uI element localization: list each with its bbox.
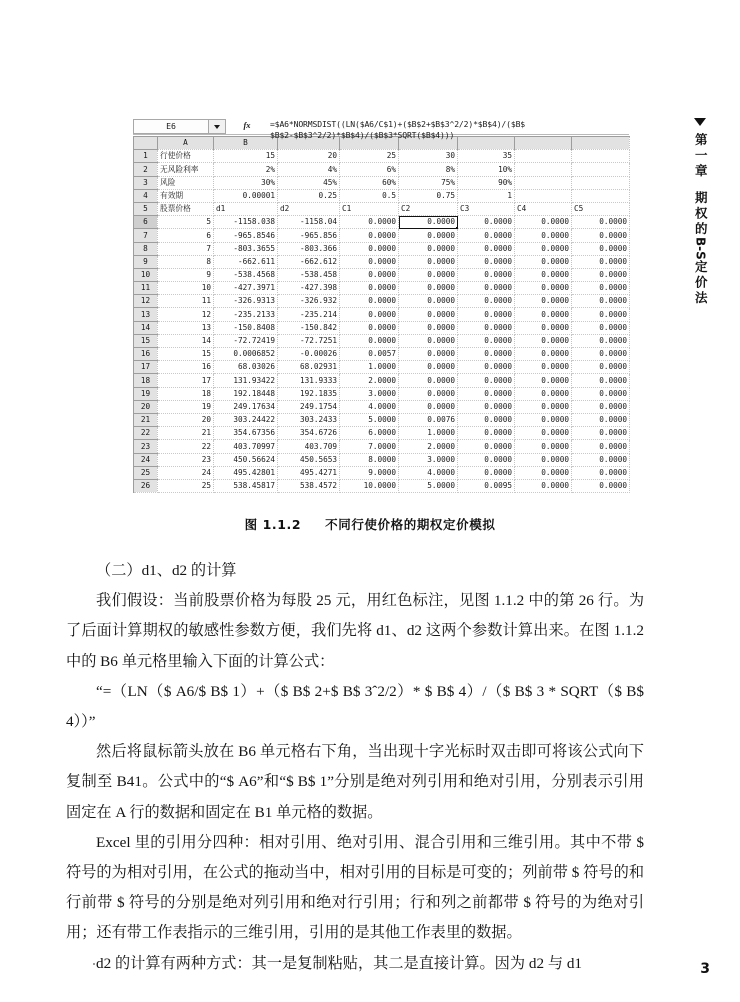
grid-cell[interactable]: 0.0000 bbox=[572, 334, 630, 347]
grid-cell[interactable] bbox=[515, 189, 572, 202]
side-tab-title-latin: B-S bbox=[693, 237, 708, 260]
grid-cell[interactable]: 0.0000 bbox=[399, 321, 458, 334]
grid-cell[interactable]: -662.612 bbox=[278, 255, 340, 268]
worksheet-grid[interactable] bbox=[133, 136, 630, 493]
row-header[interactable]: 11 bbox=[134, 282, 158, 295]
table-row[interactable] bbox=[134, 268, 630, 281]
grid-cell[interactable]: 0.0000 bbox=[340, 255, 399, 268]
grid-cell[interactable]: -72.7251 bbox=[278, 334, 340, 347]
grid-cell[interactable]: 15 bbox=[158, 348, 214, 361]
row-header[interactable]: 26 bbox=[134, 479, 158, 492]
figure-caption bbox=[0, 515, 740, 533]
grid-cell[interactable]: 2.0000 bbox=[399, 440, 458, 453]
row-header[interactable]: 20 bbox=[134, 400, 158, 413]
row-header[interactable]: 9 bbox=[134, 255, 158, 268]
grid-cell[interactable]: 2% bbox=[214, 163, 278, 176]
grid-cell[interactable]: 0.0006852 bbox=[214, 348, 278, 361]
grid-cell[interactable]: 0.0000 bbox=[458, 242, 515, 255]
grid-cell[interactable]: 0.0000 bbox=[515, 427, 572, 440]
grid-cell[interactable]: 5.0000 bbox=[399, 479, 458, 492]
grid-cell[interactable]: C1 bbox=[340, 202, 399, 215]
table-row[interactable] bbox=[134, 229, 630, 242]
grid-cell[interactable]: 0.0000 bbox=[340, 229, 399, 242]
grid-cell[interactable]: 15 bbox=[214, 150, 278, 163]
formula-line-1: =$A6*NORMSDIST((LN($A6/C$1)+($B$2+$B$3^2/2)*$B$4)/($B$ bbox=[270, 119, 526, 129]
grid-cell[interactable]: 0.0000 bbox=[340, 282, 399, 295]
grid-cell[interactable]: 0.0000 bbox=[515, 334, 572, 347]
table-row[interactable] bbox=[134, 242, 630, 255]
grid-cell[interactable]: 0.0000 bbox=[340, 334, 399, 347]
grid-cell[interactable]: 0.0000 bbox=[399, 361, 458, 374]
grid-cell[interactable]: -72.72419 bbox=[214, 334, 278, 347]
grid-cell[interactable]: 0.0000 bbox=[515, 479, 572, 492]
grid-cell[interactable]: 0.0000 bbox=[458, 361, 515, 374]
grid-cell[interactable]: 23 bbox=[158, 453, 214, 466]
grid-cell[interactable]: 30 bbox=[399, 150, 458, 163]
grid-cell[interactable]: 0.0000 bbox=[572, 466, 630, 479]
grid-cell[interactable]: 0.0000 bbox=[515, 348, 572, 361]
grid-cell[interactable]: -326.9313 bbox=[214, 295, 278, 308]
grid-cell[interactable]: 25 bbox=[158, 479, 214, 492]
grid-cell[interactable]: -803.366 bbox=[278, 242, 340, 255]
row-header[interactable]: 25 bbox=[134, 466, 158, 479]
grid-cell[interactable]: 6 bbox=[158, 229, 214, 242]
grid-cell[interactable]: 14 bbox=[158, 334, 214, 347]
grid-cell[interactable]: C2 bbox=[399, 202, 458, 215]
grid-cell[interactable]: 7.0000 bbox=[340, 440, 399, 453]
grid-cell[interactable]: 0.0000 bbox=[458, 216, 515, 229]
grid-cell[interactable]: 4.0000 bbox=[340, 400, 399, 413]
table-row[interactable] bbox=[134, 348, 630, 361]
grid-cell[interactable]: 0.0000 bbox=[515, 466, 572, 479]
grid-cell[interactable]: 0.0000 bbox=[515, 374, 572, 387]
paragraph-1: 我们假设：当前股票价格为每股 25 元，用红色标注，见图 1.1.2 中的第 26 行。为了后面计算期权的敏感性参数方便，我们先将 d1、d2 这两个参数计算出来。在图 1.1.2 中的 B6 单元格里输入下面的计算公式： bbox=[66, 592, 644, 670]
figure-caption-label: 图 1.1.2 bbox=[244, 517, 302, 532]
grid-cell[interactable]: 0.0000 bbox=[572, 268, 630, 281]
grid-cell[interactable]: 21 bbox=[158, 427, 214, 440]
row-header[interactable]: 1 bbox=[134, 150, 158, 163]
grid-cell[interactable]: 0.0000 bbox=[572, 242, 630, 255]
grid-cell[interactable]: 0.0000 bbox=[399, 308, 458, 321]
grid-cell[interactable]: 有效期 bbox=[158, 189, 214, 202]
grid-cell[interactable]: 0.0000 bbox=[515, 282, 572, 295]
grid-cell[interactable]: 0.0000 bbox=[572, 374, 630, 387]
grid-cell[interactable]: 10 bbox=[158, 282, 214, 295]
section-heading: （二）d1、d2 的计算 bbox=[96, 562, 237, 579]
grid-cell[interactable]: 0.0000 bbox=[458, 321, 515, 334]
paragraph-2: 然后将鼠标箭头放在 B6 单元格右下角，当出现十字光标时双击即可将该公式向下复制至 B41。公式中的“$ A6”和“$ B$ 1”分别是绝对列引用和绝对引用，分别表示引用固定在 A 行的数据和固定在 B1 单元格的数据。 bbox=[66, 743, 644, 821]
table-row[interactable] bbox=[134, 295, 630, 308]
table-row[interactable] bbox=[134, 150, 630, 163]
grid-cell[interactable]: 4.0000 bbox=[399, 466, 458, 479]
triangle-down-icon bbox=[694, 118, 706, 126]
grid-cell[interactable]: 68.03026 bbox=[214, 361, 278, 374]
grid-cell[interactable]: 10.0000 bbox=[340, 479, 399, 492]
grid-cell[interactable]: 0.0000 bbox=[458, 255, 515, 268]
grid-cell[interactable]: 0.0000 bbox=[458, 295, 515, 308]
grid-cell[interactable]: 0.0000 bbox=[572, 321, 630, 334]
column-header-b[interactable]: B bbox=[214, 137, 278, 150]
grid-cell[interactable]: 0.0000 bbox=[572, 427, 630, 440]
row-header[interactable]: 21 bbox=[134, 413, 158, 426]
grid-cell[interactable]: 0.0057 bbox=[340, 348, 399, 361]
grid-cell[interactable]: 0.0000 bbox=[399, 348, 458, 361]
grid-cell[interactable]: 403.70997 bbox=[214, 440, 278, 453]
table-row[interactable] bbox=[134, 453, 630, 466]
table-row[interactable] bbox=[134, 308, 630, 321]
table-row[interactable] bbox=[134, 413, 630, 426]
grid-cell[interactable]: 2.0000 bbox=[340, 374, 399, 387]
table-row[interactable] bbox=[134, 440, 630, 453]
grid-cell[interactable]: 6% bbox=[340, 163, 399, 176]
grid-cell[interactable]: 4% bbox=[278, 163, 340, 176]
grid-cell[interactable]: 0.0095 bbox=[458, 479, 515, 492]
grid-cell[interactable]: 0.00001 bbox=[214, 189, 278, 202]
insert-function-icon[interactable]: fx bbox=[243, 120, 251, 131]
grid-cell[interactable]: 8.0000 bbox=[340, 453, 399, 466]
grid-cell[interactable]: 192.18448 bbox=[214, 387, 278, 400]
grid-cell[interactable] bbox=[572, 189, 630, 202]
grid-cell[interactable]: 19 bbox=[158, 400, 214, 413]
grid-cell[interactable]: 0.0000 bbox=[572, 479, 630, 492]
formula-input[interactable] bbox=[268, 119, 629, 140]
grid-cell[interactable]: -965.8546 bbox=[214, 229, 278, 242]
grid-cell[interactable]: -0.00026 bbox=[278, 348, 340, 361]
grid-cell[interactable]: 0.0000 bbox=[399, 216, 458, 229]
grid-cell[interactable]: 0.0000 bbox=[399, 374, 458, 387]
grid-cell[interactable]: -235.214 bbox=[278, 308, 340, 321]
print-mark bbox=[93, 963, 95, 965]
grid-cell[interactable]: 0.0000 bbox=[340, 321, 399, 334]
grid-cell[interactable]: 0.0076 bbox=[399, 413, 458, 426]
grid-cell[interactable]: -662.611 bbox=[214, 255, 278, 268]
grid-cell[interactable]: 450.56624 bbox=[214, 453, 278, 466]
grid-cell[interactable]: 0.0000 bbox=[515, 400, 572, 413]
grid-cell[interactable]: 7 bbox=[158, 242, 214, 255]
row-header[interactable]: 18 bbox=[134, 374, 158, 387]
table-row[interactable] bbox=[134, 466, 630, 479]
grid-cell[interactable]: 25 bbox=[340, 150, 399, 163]
grid-cell[interactable]: 0.0000 bbox=[458, 427, 515, 440]
grid-cell[interactable]: 0.0000 bbox=[399, 229, 458, 242]
table-row[interactable] bbox=[134, 427, 630, 440]
grid-cell[interactable]: 5 bbox=[158, 216, 214, 229]
grid-cell[interactable]: 0.0000 bbox=[458, 348, 515, 361]
grid-cell[interactable]: 1.0000 bbox=[340, 361, 399, 374]
grid-cell[interactable]: 0.0000 bbox=[515, 268, 572, 281]
grid-cell[interactable]: -427.398 bbox=[278, 282, 340, 295]
row-header[interactable]: 22 bbox=[134, 427, 158, 440]
grid-cell[interactable]: 45% bbox=[278, 176, 340, 189]
grid-cell[interactable]: 0.0000 bbox=[572, 387, 630, 400]
grid-cell[interactable]: 0.0000 bbox=[515, 440, 572, 453]
grid-cell[interactable]: 0.0000 bbox=[572, 308, 630, 321]
row-header[interactable]: 2 bbox=[134, 163, 158, 176]
grid-cell[interactable]: -538.458 bbox=[278, 268, 340, 281]
grid-cell[interactable]: 0.0000 bbox=[399, 400, 458, 413]
grid-cell[interactable]: 0.25 bbox=[278, 189, 340, 202]
grid-cell[interactable]: C3 bbox=[458, 202, 515, 215]
grid-cell[interactable]: 股票价格 bbox=[158, 202, 214, 215]
grid-cell[interactable]: 30% bbox=[214, 176, 278, 189]
grid-cell[interactable] bbox=[572, 150, 630, 163]
grid-cell[interactable]: 0.0000 bbox=[458, 334, 515, 347]
grid-cell[interactable]: 0.0000 bbox=[572, 282, 630, 295]
grid-cell[interactable]: 538.4572 bbox=[278, 479, 340, 492]
grid-cell[interactable]: -803.3655 bbox=[214, 242, 278, 255]
formula-quote: “=（LN（$ A6/$ B$ 1）+（$ B$ 2+$ B$ 3ˆ2/2）* $ B$ 4）/（$ B$ 3 * SQRT（$ B$ 4））” bbox=[66, 682, 644, 731]
chapter-side-tab bbox=[678, 118, 722, 306]
grid-cell[interactable]: 0.0000 bbox=[399, 242, 458, 255]
grid-cell[interactable]: 0.0000 bbox=[340, 295, 399, 308]
grid-cell[interactable]: 0.0000 bbox=[340, 308, 399, 321]
grid-cell[interactable]: -326.932 bbox=[278, 295, 340, 308]
row-header[interactable]: 12 bbox=[134, 295, 158, 308]
grid-cell[interactable]: -965.856 bbox=[278, 229, 340, 242]
grid-cell[interactable]: 1 bbox=[458, 189, 515, 202]
figure-caption-text: 不同行使价格的期权定价模拟 bbox=[325, 517, 496, 532]
chevron-down-icon bbox=[214, 125, 220, 129]
grid-cell[interactable]: 450.5653 bbox=[278, 453, 340, 466]
grid-cell[interactable]: d2 bbox=[278, 202, 340, 215]
row-header[interactable]: 13 bbox=[134, 308, 158, 321]
table-row[interactable] bbox=[134, 334, 630, 347]
grid-cell[interactable]: C5 bbox=[572, 202, 630, 215]
grid-cell[interactable]: 1.0000 bbox=[399, 427, 458, 440]
grid-cell[interactable]: 68.02931 bbox=[278, 361, 340, 374]
row-header[interactable]: 23 bbox=[134, 440, 158, 453]
row-header[interactable]: 14 bbox=[134, 321, 158, 334]
row-header[interactable]: 8 bbox=[134, 242, 158, 255]
grid-cell[interactable]: 3.0000 bbox=[399, 453, 458, 466]
grid-cell[interactable]: 0.5 bbox=[340, 189, 399, 202]
grid-cell[interactable]: 538.45817 bbox=[214, 479, 278, 492]
grid-cell[interactable]: 20 bbox=[278, 150, 340, 163]
row-header[interactable]: 15 bbox=[134, 334, 158, 347]
table-row[interactable] bbox=[134, 176, 630, 189]
grid-cell[interactable]: 0.0000 bbox=[458, 413, 515, 426]
name-box-dropdown-button[interactable] bbox=[209, 119, 226, 134]
grid-cell[interactable]: 354.6726 bbox=[278, 427, 340, 440]
row-header[interactable]: 7 bbox=[134, 229, 158, 242]
paragraph-3: Excel 里的引用分四种：相对引用、绝对引用、混合引用和三维引用。其中不带 $ 符号的为相对引用，在公式的拖动当中，相对引用的目标是可变的；列前带 $ 符号的和行前带 $ 符号的分别是绝对列引用和绝对行引用；行和列之前都带 $ 符号的为绝对引用；还有带工作表指示的三维引用，引用的是其他工作表里的数据。 bbox=[66, 833, 644, 942]
grid-cell[interactable]: 0.0000 bbox=[399, 295, 458, 308]
row-header[interactable]: 24 bbox=[134, 453, 158, 466]
grid-cell[interactable]: 9.0000 bbox=[340, 466, 399, 479]
grid-cell[interactable]: 131.9333 bbox=[278, 374, 340, 387]
grid-cell[interactable]: d1 bbox=[214, 202, 278, 215]
grid-cell[interactable]: -150.8408 bbox=[214, 321, 278, 334]
grid-cell[interactable]: 20 bbox=[158, 413, 214, 426]
grid-cell[interactable]: 0.0000 bbox=[340, 216, 399, 229]
grid-cell[interactable]: -1158.038 bbox=[214, 216, 278, 229]
grid-cell[interactable]: 0.0000 bbox=[458, 374, 515, 387]
grid-cell[interactable] bbox=[515, 150, 572, 163]
grid-cell[interactable]: 0.0000 bbox=[458, 440, 515, 453]
grid-cell[interactable]: 0.0000 bbox=[572, 216, 630, 229]
grid-cell[interactable]: 0.0000 bbox=[458, 308, 515, 321]
grid-cell[interactable] bbox=[515, 176, 572, 189]
row-header[interactable]: 6 bbox=[134, 216, 158, 229]
body-text bbox=[66, 556, 644, 979]
grid-cell[interactable]: 10% bbox=[458, 163, 515, 176]
grid-cell[interactable]: 16 bbox=[158, 361, 214, 374]
grid-cell[interactable]: 0.0000 bbox=[572, 229, 630, 242]
grid-cell[interactable]: 0.0000 bbox=[458, 466, 515, 479]
grid-cell[interactable]: 6.0000 bbox=[340, 427, 399, 440]
grid-cell[interactable]: 0.0000 bbox=[572, 440, 630, 453]
grid-cell[interactable]: 0.0000 bbox=[515, 242, 572, 255]
grid-cell[interactable]: 192.1835 bbox=[278, 387, 340, 400]
grid-cell[interactable]: 35 bbox=[458, 150, 515, 163]
grid-cell[interactable]: -150.842 bbox=[278, 321, 340, 334]
grid-cell[interactable]: 0.0000 bbox=[572, 361, 630, 374]
grid-cell[interactable]: 0.0000 bbox=[572, 295, 630, 308]
grid-cell[interactable]: 8 bbox=[158, 255, 214, 268]
grid-cell[interactable]: 0.0000 bbox=[572, 453, 630, 466]
grid-cell[interactable]: -235.2133 bbox=[214, 308, 278, 321]
grid-cell[interactable] bbox=[515, 163, 572, 176]
table-row[interactable] bbox=[134, 321, 630, 334]
grid-cell[interactable]: 9 bbox=[158, 268, 214, 281]
grid-cell[interactable]: 90% bbox=[458, 176, 515, 189]
table-row[interactable] bbox=[134, 374, 630, 387]
grid-cell[interactable]: 0.0000 bbox=[515, 216, 572, 229]
table-row[interactable] bbox=[134, 216, 630, 229]
grid-cell[interactable]: 0.0000 bbox=[515, 255, 572, 268]
grid-cell[interactable]: 0.0000 bbox=[399, 268, 458, 281]
grid-cell[interactable]: 8% bbox=[399, 163, 458, 176]
grid-cell[interactable]: 60% bbox=[340, 176, 399, 189]
select-all-corner[interactable] bbox=[134, 137, 158, 150]
grid-cell[interactable]: 12 bbox=[158, 308, 214, 321]
row-header[interactable]: 10 bbox=[134, 268, 158, 281]
grid-cell[interactable] bbox=[572, 176, 630, 189]
grid-cell[interactable]: -427.3971 bbox=[214, 282, 278, 295]
name-box[interactable]: E6 bbox=[133, 119, 209, 134]
grid-cell[interactable]: 0.0000 bbox=[515, 308, 572, 321]
side-tab-title-part1: 期权的 bbox=[693, 190, 709, 237]
grid-cell[interactable]: 无风险利率 bbox=[158, 163, 214, 176]
grid-cell[interactable]: 0.0000 bbox=[515, 361, 572, 374]
grid-cell[interactable]: 0.0000 bbox=[458, 229, 515, 242]
grid-cell[interactable]: 0.0000 bbox=[399, 255, 458, 268]
side-tab-title-part2: 定价法 bbox=[693, 259, 709, 307]
grid-cell[interactable]: 249.17634 bbox=[214, 400, 278, 413]
grid-cell[interactable]: 0.0000 bbox=[399, 334, 458, 347]
row-header[interactable]: 5 bbox=[134, 202, 158, 215]
grid-cell[interactable]: -538.4568 bbox=[214, 268, 278, 281]
grid-cell[interactable]: 11 bbox=[158, 295, 214, 308]
grid-cell[interactable]: 0.75 bbox=[399, 189, 458, 202]
grid-cell[interactable]: 0.0000 bbox=[458, 282, 515, 295]
grid-cell[interactable]: 0.0000 bbox=[458, 268, 515, 281]
grid-cell[interactable]: 22 bbox=[158, 440, 214, 453]
formula-bar bbox=[133, 119, 629, 140]
table-row[interactable] bbox=[134, 202, 630, 215]
grid-cell[interactable]: C4 bbox=[515, 202, 572, 215]
row-header[interactable]: 4 bbox=[134, 189, 158, 202]
grid-cell[interactable]: 0.0000 bbox=[340, 268, 399, 281]
row-header[interactable]: 3 bbox=[134, 176, 158, 189]
row-header[interactable]: 19 bbox=[134, 387, 158, 400]
grid-cell[interactable]: 75% bbox=[399, 176, 458, 189]
formula-line-2: $B$2-$B$3^2/2)*$B$4)/($B$3*SQRT($B$4))) bbox=[270, 129, 455, 140]
grid-cell[interactable]: 0.0000 bbox=[515, 413, 572, 426]
spreadsheet-figure bbox=[133, 119, 629, 493]
page-number: 3 bbox=[700, 961, 710, 977]
column-header-a[interactable]: A bbox=[158, 137, 214, 150]
grid-cell[interactable]: 0.0000 bbox=[399, 387, 458, 400]
table-row[interactable] bbox=[134, 282, 630, 295]
paragraph-4: d2 的计算有两种方式：其一是复制粘贴，其二是直接计算。因为 d2 与 d1 bbox=[96, 954, 582, 972]
grid-cell[interactable] bbox=[572, 163, 630, 176]
grid-cell[interactable]: 3.0000 bbox=[340, 387, 399, 400]
grid-cell[interactable]: 495.4271 bbox=[278, 466, 340, 479]
grid-cell[interactable]: 0.0000 bbox=[572, 348, 630, 361]
grid-cell[interactable]: 0.0000 bbox=[515, 295, 572, 308]
grid-cell[interactable]: 303.24422 bbox=[214, 413, 278, 426]
grid-cell[interactable]: 0.0000 bbox=[515, 453, 572, 466]
grid-cell[interactable]: 24 bbox=[158, 466, 214, 479]
grid-cell[interactable]: 0.0000 bbox=[458, 453, 515, 466]
table-row[interactable] bbox=[134, 255, 630, 268]
table-row[interactable] bbox=[134, 479, 630, 492]
grid-cell[interactable]: 0.0000 bbox=[340, 242, 399, 255]
grid-cell[interactable]: 0.0000 bbox=[572, 400, 630, 413]
grid-cell[interactable]: -1158.04 bbox=[278, 216, 340, 229]
grid-cell[interactable]: 131.93422 bbox=[214, 374, 278, 387]
grid-cell[interactable]: 0.0000 bbox=[399, 282, 458, 295]
table-row[interactable] bbox=[134, 189, 630, 202]
table-row[interactable] bbox=[134, 400, 630, 413]
row-header[interactable]: 16 bbox=[134, 348, 158, 361]
grid-cell[interactable]: 0.0000 bbox=[572, 413, 630, 426]
grid-cell[interactable]: 17 bbox=[158, 374, 214, 387]
grid-cell[interactable]: 354.67356 bbox=[214, 427, 278, 440]
excel-window bbox=[133, 119, 629, 493]
grid-cell[interactable]: 18 bbox=[158, 387, 214, 400]
grid-cell[interactable]: 13 bbox=[158, 321, 214, 334]
grid-cell[interactable]: 0.0000 bbox=[515, 387, 572, 400]
grid-cell[interactable]: 0.0000 bbox=[515, 229, 572, 242]
grid-cell[interactable]: 0.0000 bbox=[515, 321, 572, 334]
table-row[interactable] bbox=[134, 361, 630, 374]
grid-cell[interactable]: 403.709 bbox=[278, 440, 340, 453]
grid-cell[interactable]: 303.2433 bbox=[278, 413, 340, 426]
table-row[interactable] bbox=[134, 387, 630, 400]
grid-cell[interactable]: 0.0000 bbox=[572, 255, 630, 268]
row-header[interactable]: 17 bbox=[134, 361, 158, 374]
grid-cell[interactable]: 249.1754 bbox=[278, 400, 340, 413]
grid-cell[interactable]: 495.42801 bbox=[214, 466, 278, 479]
grid-cell[interactable]: 0.0000 bbox=[458, 387, 515, 400]
grid-cell[interactable]: 0.0000 bbox=[458, 400, 515, 413]
table-row[interactable] bbox=[134, 163, 630, 176]
side-tab-chapter-label: 第一章 bbox=[693, 133, 709, 180]
grid-cell[interactable]: 5.0000 bbox=[340, 413, 399, 426]
grid-cell[interactable]: 行使价格 bbox=[158, 150, 214, 163]
grid-cell[interactable]: 风险 bbox=[158, 176, 214, 189]
